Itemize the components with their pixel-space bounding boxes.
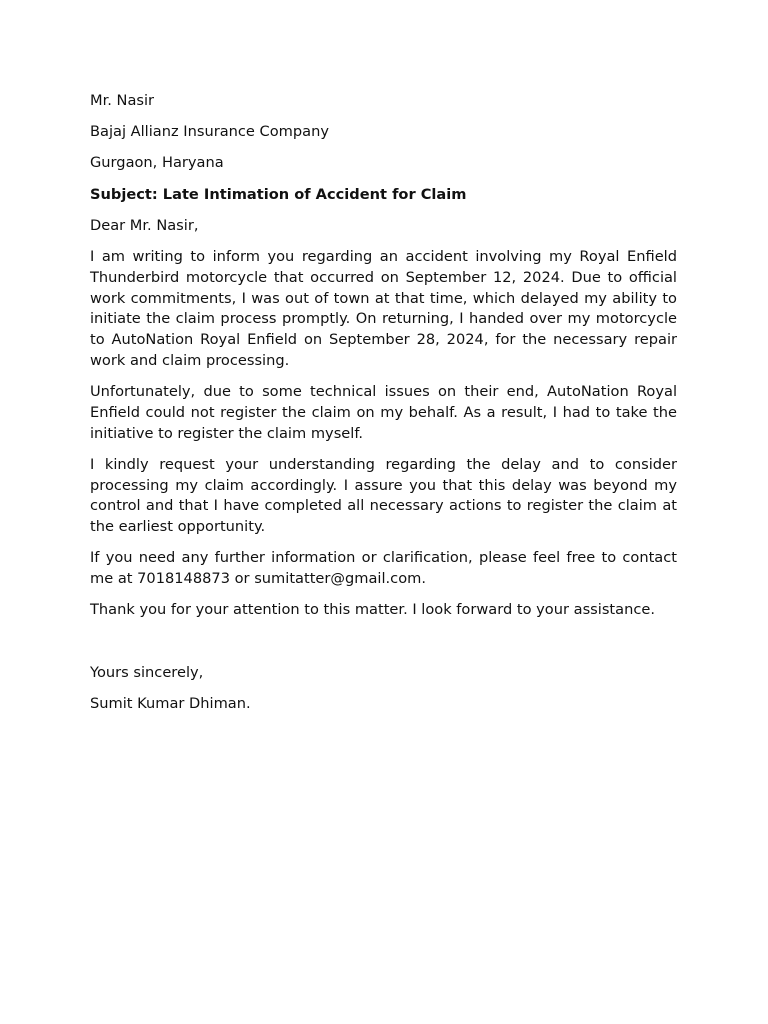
- body-paragraph-request: I kindly request your understanding regarding the delay and to consider processing my claim accordingly. I assure you that this delay was beyond my control and that I have completed all necessary actions to register the claim at the earliest opportunity.: [90, 455, 677, 536]
- body-paragraph-technical-issues: Unfortunately, due to some technical issues on their end, AutoNation Royal Enfield could not register the claim on my behalf. As a result, I had to take the initiative to register the claim myself.: [90, 383, 677, 442]
- closing-spacer: [90, 632, 677, 663]
- letter-subject: Subject: Late Intimation of Accident for Claim: [90, 185, 467, 203]
- recipient-name: Mr. Nasir: [90, 92, 155, 109]
- body-paragraph-thanks: Thank you for your attention to this matter. I look forward to your assistance.: [90, 601, 655, 619]
- recipient-company: Bajaj Allianz Insurance Company: [90, 123, 329, 141]
- letter-page: [90, 91, 677, 725]
- salutation: Dear Mr. Nasir,: [90, 216, 199, 234]
- body-paragraph-contact: If you need any further information or clarification, please feel free to contact me at 7018148873 or sumitatter@gmail.com.: [90, 549, 677, 588]
- recipient-location: Gurgaon, Haryana: [90, 154, 224, 172]
- closing: Yours sincerely,: [90, 663, 204, 681]
- signature: Sumit Kumar Dhiman.: [90, 694, 251, 712]
- body-paragraph-accident: I am writing to inform you regarding an accident involving my Royal Enfield Thunderbird motorcycle that occurred on September 12, 2024. Due to official work commitments, I was out of town at that time, which delayed my ability to initiate the claim process promptly. On returning, I handed over my motorcycle to AutoNation Royal Enfield on September 28, 2024, for the necessary repair work and claim processing.: [90, 247, 677, 369]
